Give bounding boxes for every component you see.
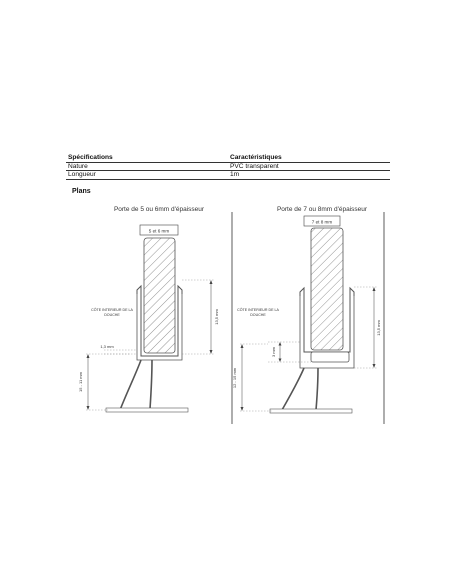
left-plan [78,206,219,412]
left-gap-label: 1,3 mm [100,344,114,349]
row-value-length: 1m [228,171,390,180]
right-plan [232,206,381,413]
right-height-arrow-top [373,287,376,291]
left-seal-fin-1 [120,360,141,410]
column-header-characteristics: Caractéristiques [228,154,390,162]
right-thickness-label: 7 et 8 mm [311,219,333,225]
right-skirt-arrow-top [241,344,244,348]
left-side-label-line2: DOUCHE [104,313,120,317]
right-gap-arrow-top [279,342,282,346]
left-thickness-label: 5 et 6 mm [148,228,170,234]
right-spacer-block [311,352,349,362]
plans-title: Plans [72,188,91,195]
left-side-label-line1: CÔTE INTERIEUR DE LA [91,308,133,312]
right-glass-door [311,228,343,350]
right-seal-fin-1 [282,368,304,410]
left-floor [106,408,188,412]
right-gap-arrow-bottom [279,359,282,363]
right-seal-fin-2 [316,368,318,410]
left-skirt-label: 15 - 11 mm [78,372,83,392]
right-skirt-label: 12 - 15 mm [232,367,237,389]
right-side-label-line1: CÔTE INTERIEUR DE LA [237,308,279,312]
left-height-arrow-bottom [210,350,213,354]
left-skirt-arrow-bottom [87,406,90,410]
right-gap-label: 3 mm [271,347,276,357]
column-header-specifications: Spécifications [66,154,228,162]
right-side-label-line2: DOUCHE [250,313,266,317]
right-height-label: 13,5 mm [376,320,381,336]
left-glass-door [144,238,175,353]
right-skirt-arrow-bottom [241,407,244,411]
left-height-arrow-top [210,280,213,284]
left-skirt-arrow-top [87,354,90,358]
row-label-length: Longueur [66,171,228,180]
right-height-arrow-bottom [373,364,376,368]
left-height-label: 13,5 mm [214,309,219,325]
row-label-nature: Nature [66,162,228,171]
right-floor [270,409,352,413]
right-plan-caption: Porte de 7 ou 8mm d'épaisseur [276,206,368,213]
left-seal-fin-2 [150,360,152,409]
left-plan-caption: Porte de 5 ou 6mm d'épaisseur [113,206,205,213]
row-value-nature: PVC transparent [228,162,390,171]
